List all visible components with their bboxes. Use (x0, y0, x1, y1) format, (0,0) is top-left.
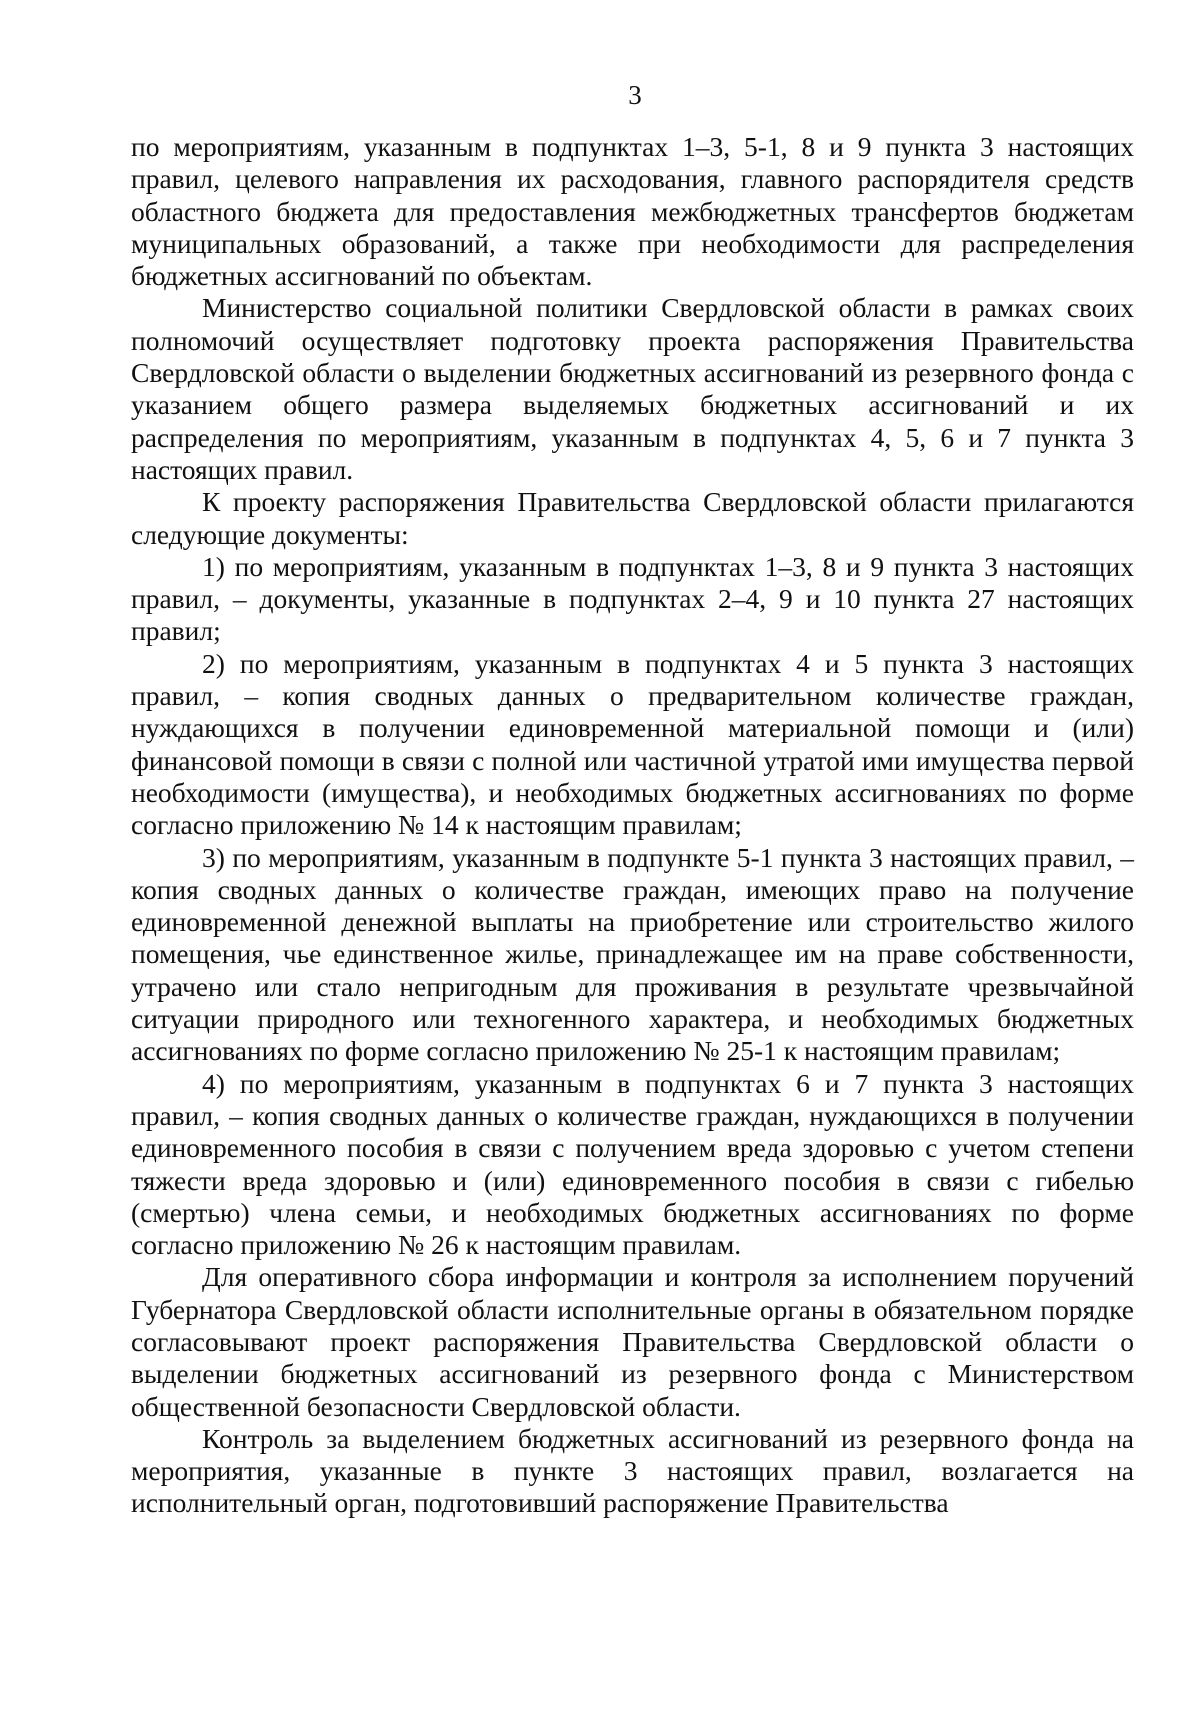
list-item-4: 4) по мероприятиям, указанным в подпунктах 6 и 7 пункта 3 настоящих правил, – копия сводных данных о количестве граждан, нуждающихся в получении единовременного пособия в связи с получением вреда здоровью с учетом степени тяжести вреда здоровью и (или) единовременного пособия в связи с гибелью (смертью) члена семьи, и необходимых бюджетных ассигнованиях по форме согласно приложению № 26 к настоящим правилам. (131, 1067, 1134, 1261)
paragraph-continuation: по мероприятиям, указанным в подпунктах 1–3, 5-1, 8 и 9 пункта 3 настоящих правил, целевого направления их расходования, главного распорядителя средств областного бюджета для предоставления межбюджетных трансфертов бюджетам муниципальных образований, а также при необходимости для распределения бюджетных ассигнований по объектам. (131, 131, 1134, 292)
paragraph-ministry-social-policy: Министерство социальной политики Свердловской области в рамках своих полномочий осуществляет подготовку проекта распоряжения Правительства Свердловской области о выделении бюджетных ассигнований из резервного фонда с указанием общего размера выделяемых бюджетных ассигнований и их распределения по мероприятиям, указанным в подпунктах 4, 5, 6 и 7 пункта 3 настоящих правил. (131, 292, 1134, 485)
list-item-2: 2) по мероприятиям, указанным в подпунктах 4 и 5 пункта 3 настоящих правил, – копия сводных данных о предварительном количестве граждан, нуждающихся в получении единовременной материальной помощи и (или) финансовой помощи в связи с полной или частичной утратой ими имущества первой необходимости (имущества), и необходимых бюджетных ассигнованиях по форме согласно приложению № 14 к настоящим правилам; (131, 647, 1134, 841)
list-item-1: 1) по мероприятиям, указанным в подпунктах 1–3, 8 и 9 пункта 3 настоящих правил, – документы, указанные в подпунктах 2–4, 9 и 10 пункта 27 настоящих правил; (131, 550, 1134, 647)
page-number: 3 (628, 80, 642, 110)
document-body (131, 131, 1134, 1520)
list-item-3: 3) по мероприятиям, указанным в подпункте 5-1 пункта 3 настоящих правил, – копия сводных данных о количестве граждан, имеющих право на получение единовременной денежной выплаты на приобретение или строительство жилого помещения, чье единственное жилье, принадлежащее им на праве собственности, утрачено или стало непригодным для проживания в результате чрезвычайной ситуации природного или техногенного характера, и необходимых бюджетных ассигнованиях по форме согласно приложению № 25-1 к настоящим правилам; (131, 841, 1134, 1067)
paragraph-attached-documents: К проекту распоряжения Правительства Свердловской области прилагаются следующие документы: (131, 486, 1134, 550)
paragraph-control: Контроль за выделением бюджетных ассигнований из резервного фонда на мероприятия, указанные в пункте 3 настоящих правил, возлагается на исполнительный орган, подготовивший распоряжение Правительства (131, 1422, 1134, 1519)
paragraph-coordination: Для оперативного сбора информации и контроля за исполнением поручений Губернатора Свердловской области исполнительные органы в обязательном порядке согласовывают проект распоряжения Правительства Свердловской области о выделении бюджетных ассигнований из резервного фонда с Министерством общественной безопасности Свердловской области. (131, 1261, 1134, 1422)
